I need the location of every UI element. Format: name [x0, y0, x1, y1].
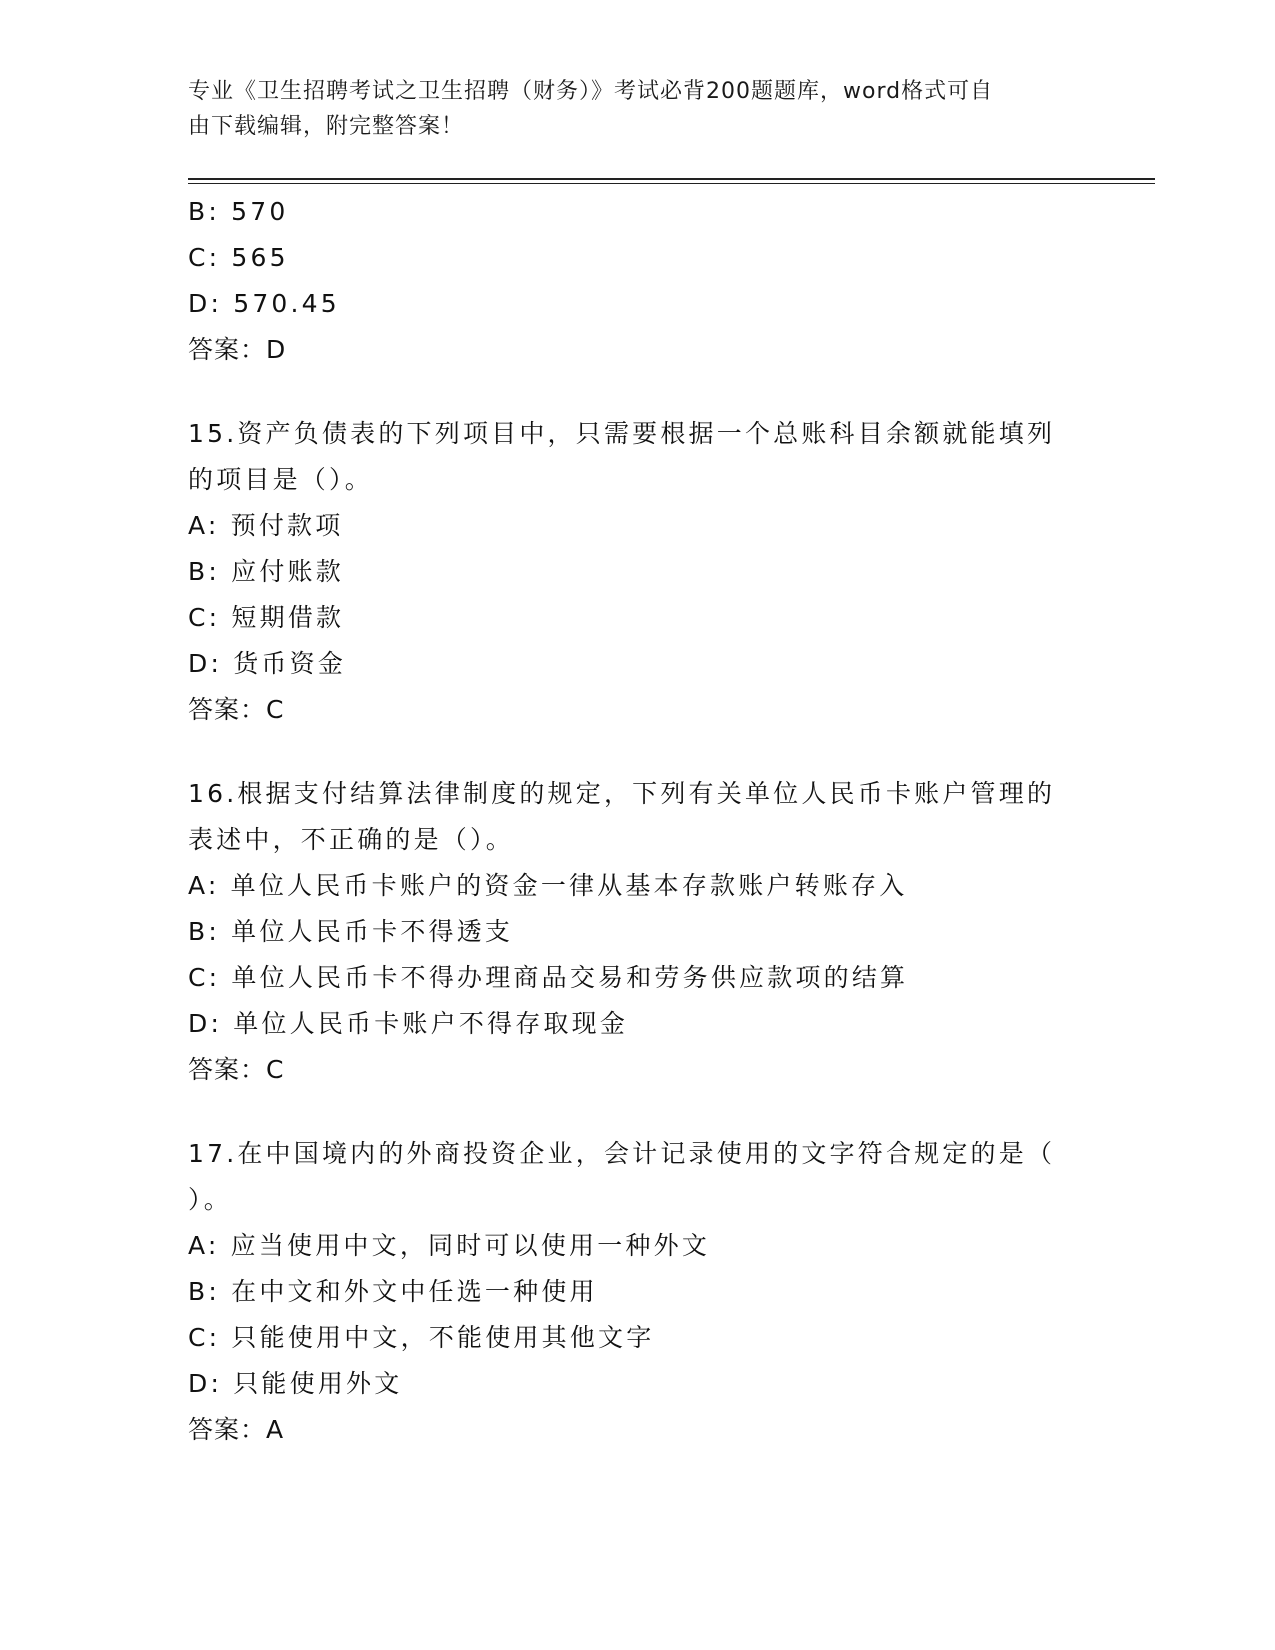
option-d: D: 单位人民币卡账户不得存取现金 — [188, 1009, 629, 1038]
option-b: B: 570 — [188, 197, 289, 226]
answer-line: 答案：A — [188, 1415, 285, 1444]
option-a: A: 应当使用中文，同时可以使用一种外文 — [188, 1231, 711, 1260]
question-16 — [188, 771, 1088, 1093]
question-stem-line-1: 16.根据支付结算法律制度的规定，下列有关单位人民币卡账户管理的 — [188, 779, 1056, 808]
header-line-2: 由下载编辑，附完整答案！ — [188, 114, 465, 139]
option-a: A: 单位人民币卡账户的资金一律从基本存款账户转账存入 — [188, 871, 908, 900]
question-stem-line-2: 的项目是（）。 — [188, 465, 373, 494]
header-rule-thick — [188, 178, 1155, 180]
option-a: A: 预付款项 — [188, 511, 344, 540]
option-b: B: 应付账款 — [188, 557, 344, 586]
question-stem-line-2: 表述中，不正确的是（）。 — [188, 825, 514, 854]
prev-question-block — [188, 189, 1088, 373]
option-b: B: 在中文和外文中任选一种使用 — [188, 1277, 598, 1306]
header-line-1: 专业《卫生招聘考试之卫生招聘（财务）》考试必背200题题库，word格式可自 — [188, 79, 994, 104]
option-c: C: 短期借款 — [188, 603, 345, 632]
option-c: C: 单位人民币卡不得办理商品交易和劳务供应款项的结算 — [188, 963, 909, 992]
option-d: D: 570.45 — [188, 289, 340, 318]
option-d: D: 货币资金 — [188, 649, 347, 678]
option-c: C: 565 — [188, 243, 289, 272]
option-d: D: 只能使用外文 — [188, 1369, 403, 1398]
question-stem-line-1: 15.资产负债表的下列项目中，只需要根据一个总账科目余额就能填列 — [188, 419, 1056, 448]
header-rule-thin — [188, 183, 1155, 184]
question-stem-line-1: 17.在中国境内的外商投资企业，会计记录使用的文字符合规定的是（ — [188, 1139, 1056, 1168]
spacer — [188, 373, 1088, 411]
option-c: C: 只能使用中文，不能使用其他文字 — [188, 1323, 655, 1352]
question-stem-line-2: ）。 — [188, 1185, 232, 1214]
question-17 — [188, 1131, 1088, 1453]
document-header — [188, 74, 1068, 144]
answer-line: 答案：D — [188, 335, 287, 364]
spacer — [188, 1093, 1088, 1131]
answer-line: 答案：C — [188, 1055, 285, 1084]
option-b: B: 单位人民币卡不得透支 — [188, 917, 514, 946]
answer-line: 答案：C — [188, 695, 285, 724]
question-15 — [188, 411, 1088, 733]
spacer — [188, 733, 1088, 771]
question-list — [188, 189, 1088, 1453]
